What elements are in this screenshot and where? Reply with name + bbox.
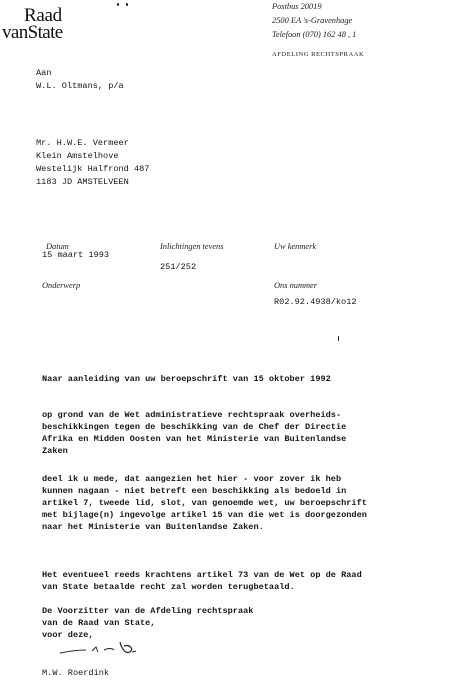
- body-line: Het eventueel reeds krachtens artikel 73 van de Wet op de Raad: [42, 570, 362, 580]
- scan-speck: [338, 336, 339, 341]
- uw-kenmerk-label: Uw kenmerk: [274, 242, 317, 251]
- body-line: Zaken: [42, 446, 68, 456]
- closing-line: voor deze,: [42, 630, 94, 640]
- aan-name: W.L. Oltmans, p/a: [36, 81, 124, 91]
- body-line: op grond van de Wet administratieve rechtspraak overheids-: [42, 410, 342, 420]
- aan-label: Aan: [36, 68, 52, 78]
- closing-line: van de Raad van State,: [42, 618, 156, 628]
- body-line: artikel 7, tweede lid, slot, van genoemde wet, uw beroepschrift: [42, 498, 367, 508]
- postbus: Postbus 20019: [272, 2, 322, 11]
- address-line: Mr. H.W.E. Vermeer: [36, 138, 129, 148]
- onderwerp-label: Onderwerp: [42, 281, 81, 290]
- address-line: Westelijk Halfrond 487: [36, 164, 150, 174]
- datum-label: Datum: [46, 242, 69, 251]
- body-line: met bijlage(n) ingevolge artikel 15 van die wet is doorgezonden: [42, 510, 367, 520]
- logo-van-state: vanState: [2, 22, 63, 43]
- scan-speck: [117, 3, 119, 6]
- logo-raad: Raad: [24, 5, 62, 26]
- address-line: 1183 JD AMSTELVEEN: [36, 177, 129, 187]
- inlichtingen-value: 251/252: [160, 262, 197, 272]
- telephone: Telefoon (070) 162 48 , 1: [272, 30, 357, 39]
- body-line: naar het Ministerie van Buitenlandse Zaken.: [42, 522, 264, 532]
- datum-value: 15 maart 1993: [42, 250, 110, 260]
- postal-city: 2500 EA 's-Gravenhage: [272, 16, 353, 25]
- body-line: deel ik u mede, dat aangezien het hier - voor zover ik heb: [42, 474, 342, 484]
- department: AFDELING RECHTSPRAAK: [272, 51, 365, 58]
- closing-line: De Voorzitter van de Afdeling rechtspraak: [42, 606, 254, 616]
- signer-name: M.W. Roerdink: [42, 668, 110, 678]
- scan-speck: [126, 3, 128, 6]
- body-line: kunnen nagaan - niet betreft een beschikking als bedoeld in: [42, 486, 347, 496]
- handwritten-signature: [56, 638, 146, 660]
- body-line: van State betaalde recht zal worden terugbetaald.: [42, 582, 295, 592]
- body-paragraph-1: Naar aanleiding van uw beroepschrift van 15 oktober 1992: [42, 374, 331, 384]
- body-line: Afrika en Midden Oosten van het Ministerie van Buitenlandse: [42, 434, 347, 444]
- body-line: beschikkingen tegen de beschikking van de Chef der Directie: [42, 422, 347, 432]
- ons-nummer-label: Ons nummer: [274, 281, 318, 290]
- address-line: Klein Amstelhove: [36, 151, 119, 161]
- inlichtingen-label: Inlichtingen tevens: [160, 242, 224, 251]
- ons-nummer-value: R02.92.4938/ko12: [274, 297, 357, 307]
